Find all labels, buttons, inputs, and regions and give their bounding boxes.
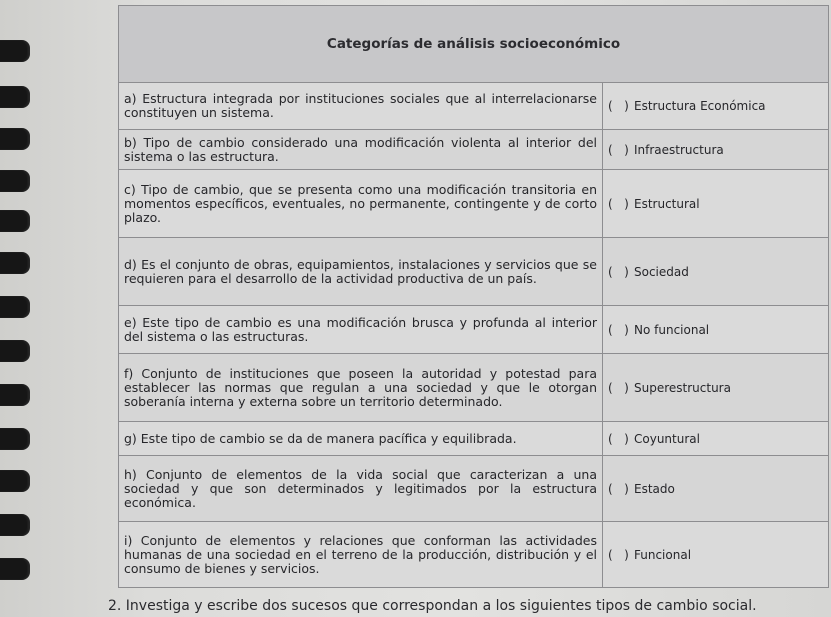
table-row bbox=[119, 170, 829, 238]
statement-cell: b) Tipo de cambio considerado una modificación violenta al interior del sistema o las estructura. bbox=[119, 130, 603, 170]
table-row bbox=[119, 238, 829, 306]
option-cell[interactable]: ( ) No funcional bbox=[603, 306, 829, 354]
table-row bbox=[119, 83, 829, 130]
option-label: Funcional bbox=[634, 547, 692, 562]
table-row bbox=[119, 422, 829, 456]
notebook-binding bbox=[0, 0, 40, 617]
option-cell[interactable]: ( ) Infraestructura bbox=[603, 130, 829, 170]
binding-hole bbox=[0, 86, 30, 108]
statement-cell: d) Es el conjunto de obras, equipamientos, instalaciones y servicios que se requieren para el desarrollo de la actividad productiva de un país. bbox=[119, 238, 603, 306]
option-cell[interactable]: ( ) Estructural bbox=[603, 170, 829, 238]
binding-hole bbox=[0, 252, 30, 274]
matching-table bbox=[118, 5, 829, 588]
option-label: Coyuntural bbox=[634, 431, 700, 446]
table-row bbox=[119, 354, 829, 422]
binding-hole bbox=[0, 514, 30, 536]
binding-hole bbox=[0, 470, 30, 492]
option-cell[interactable]: ( ) Estructura Económica bbox=[603, 83, 829, 130]
binding-hole bbox=[0, 384, 30, 406]
statement-cell: f) Conjunto de instituciones que poseen la autoridad y potestad para establecer las normas que regulan a una sociedad y que le otorgan soberanía interna y externa sobre un territorio determinado. bbox=[119, 354, 603, 422]
option-label: Estado bbox=[634, 481, 675, 496]
statement-cell: i) Conjunto de elementos y relaciones que conforman las actividades humanas de una sociedad en el terreno de la producción, distribución y el consumo de bienes y servicios. bbox=[119, 522, 603, 588]
table-title: Categorías de análisis socioeconómico bbox=[119, 6, 829, 83]
option-cell[interactable]: ( ) Funcional bbox=[603, 522, 829, 588]
binding-hole bbox=[0, 340, 30, 362]
option-cell[interactable]: ( ) Estado bbox=[603, 456, 829, 522]
option-cell[interactable]: ( ) Coyuntural bbox=[603, 422, 829, 456]
table-row bbox=[119, 306, 829, 354]
option-label: Infraestructura bbox=[634, 142, 724, 157]
statement-cell: a) Estructura integrada por instituciones sociales que al interrelacionarse constituyen un sistema. bbox=[119, 83, 603, 130]
option-label: Estructura Económica bbox=[634, 99, 766, 113]
option-label: Estructural bbox=[634, 196, 700, 211]
binding-hole bbox=[0, 428, 30, 450]
statement-cell: c) Tipo de cambio, que se presenta como una modificación transitoria en momentos específicos, eventuales, no permanente, contingente y de corto plazo. bbox=[119, 170, 603, 238]
binding-hole bbox=[0, 210, 30, 232]
next-question-instruction: 2. Investiga y escribe dos sucesos que correspondan a los siguientes tipos de cambio social. bbox=[108, 598, 757, 614]
option-cell[interactable]: ( ) Sociedad bbox=[603, 238, 829, 306]
binding-hole bbox=[0, 296, 30, 318]
statement-cell: g) Este tipo de cambio se da de manera pacífica y equilibrada. bbox=[119, 422, 603, 456]
statement-cell: h) Conjunto de elementos de la vida social que caracterizan a una sociedad y que son determinados y legitimados por la estructura económica. bbox=[119, 456, 603, 522]
option-label: Superestructura bbox=[634, 380, 731, 395]
binding-hole bbox=[0, 170, 30, 192]
table-row bbox=[119, 130, 829, 170]
table-row bbox=[119, 522, 829, 588]
table-row bbox=[119, 456, 829, 522]
option-cell[interactable]: ( ) Superestructura bbox=[603, 354, 829, 422]
statement-cell: e) Este tipo de cambio es una modificación brusca y profunda al interior del sistema o las estructuras. bbox=[119, 306, 603, 354]
binding-hole bbox=[0, 40, 30, 62]
option-label: Sociedad bbox=[634, 264, 689, 279]
binding-hole bbox=[0, 558, 30, 580]
option-label: No funcional bbox=[634, 322, 710, 337]
binding-hole bbox=[0, 128, 30, 150]
